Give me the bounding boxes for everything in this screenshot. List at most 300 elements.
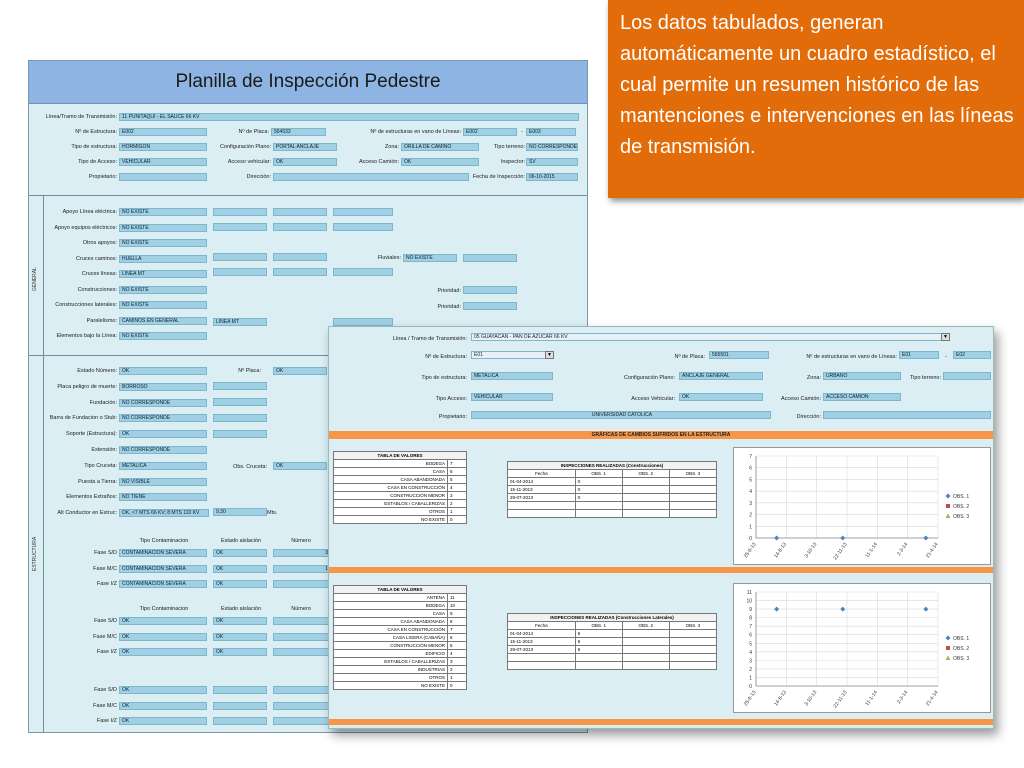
data-point — [840, 607, 845, 612]
fase-tipo-field[interactable]: CONTAMINACIÓN SEVERA — [119, 549, 207, 557]
cell-value: 7 — [448, 626, 467, 634]
table-row — [508, 486, 717, 494]
tipo-terreno-label: Tipo terreno: — [494, 144, 525, 150]
acceso-vehicular-label: Acceso vehicular: — [227, 159, 271, 165]
cell-label: CASA EN CONSTRUCCIÓN — [334, 484, 448, 492]
fase-tipo-field[interactable]: OK — [119, 686, 207, 694]
linea-select[interactable]: 05 GUAYACAN - PAN DE AZÚCAR 66 KV — [471, 333, 949, 341]
table-cell: 29-07-2013 — [508, 646, 576, 654]
table-row — [334, 500, 467, 508]
general-row-label: Construcciones: — [77, 286, 117, 293]
table-cell — [508, 510, 576, 518]
n-placa-label: Nº de Placa: — [238, 129, 269, 135]
chart-1 — [733, 447, 991, 565]
legend-label: OBS. 1 — [953, 636, 970, 642]
y-tick-label: 0 — [749, 684, 752, 690]
x-tick-label: 21-4-14 — [924, 541, 940, 560]
fase-estado-field[interactable]: OK — [213, 633, 267, 641]
alt-unit: Mts. — [267, 510, 278, 516]
fecha-label: Fecha de Inspección: — [472, 174, 525, 180]
table-row — [508, 502, 717, 510]
direccion-field[interactable] — [823, 411, 991, 419]
fase-estado-field[interactable] — [213, 717, 267, 725]
general-row-label: Elementos bajo la Línea: — [56, 333, 117, 339]
table-cell — [669, 510, 716, 518]
inspector-field[interactable]: SV — [526, 158, 578, 166]
table-row — [334, 666, 467, 674]
propietario-field[interactable] — [119, 173, 207, 181]
estructura-row-label: Placa peligro de muerte: — [57, 383, 117, 390]
linea-label: Línea/Tramo de Transmisión: — [45, 114, 117, 120]
estructura-row-field[interactable]: NO TIENE — [119, 493, 207, 501]
table-row — [334, 594, 467, 602]
table-row — [508, 654, 717, 662]
cell-label: CONSTRUCCIÓN MENOR — [334, 642, 448, 650]
y-tick-label: 2 — [749, 666, 752, 673]
tipo-estructura-field[interactable]: HORMIGON — [119, 143, 207, 151]
table-cell — [669, 646, 716, 654]
section-divider — [29, 195, 587, 196]
estructura-extra-field[interactable] — [213, 382, 267, 390]
y-tick-label: 1 — [749, 675, 752, 682]
fecha-field[interactable]: 06-10-2015 — [526, 173, 578, 181]
table-cell — [622, 494, 669, 502]
estructura-row-label: Extensión: — [91, 447, 117, 453]
fase-numero-field[interactable] — [273, 580, 329, 588]
fase-numero-field[interactable] — [273, 686, 329, 694]
table-row — [508, 630, 717, 638]
table-cell: 15-11-2013 — [508, 486, 576, 494]
cell-label: CASA LIGERA (CABAÑA) — [334, 634, 448, 642]
general-extra-field[interactable] — [273, 208, 327, 216]
estructura-row-field[interactable]: OK, <7 MTS 66 KV; 8 MTS 110 KV — [119, 509, 209, 517]
table-row — [508, 478, 717, 486]
prioridad-label: Prioridad: — [437, 304, 461, 310]
fase-label: Fase I/Z — [96, 581, 117, 587]
estructura-extra-field[interactable] — [213, 430, 267, 438]
x-tick-label: 14-8-13 — [773, 541, 788, 560]
x-tick-label: 25-6-13 — [742, 541, 758, 560]
cell-label: OTROS — [334, 508, 448, 516]
table-header-row — [508, 470, 717, 478]
estructura-extra-field[interactable] — [213, 414, 267, 422]
cell-label: CASA EN CONSTRUCCIÓN — [334, 626, 448, 634]
table-cell: 15-11-2013 — [508, 638, 576, 646]
fluviales-field[interactable]: NO EXISTE — [403, 254, 457, 262]
general-row-field[interactable]: NO EXISTE — [119, 208, 207, 216]
y-tick-label: 10 — [746, 598, 752, 605]
estructura-row-label: Puesta a Tierra: — [78, 478, 117, 485]
tipo-estructura-label: Tipo de estructura: — [71, 144, 117, 150]
table-title: TABLA DE VALORES — [334, 586, 467, 594]
cell-value: 6 — [448, 634, 467, 642]
general-extra-field[interactable] — [213, 223, 267, 231]
obs-cruceta-label: Obs. Cruceta: — [233, 464, 267, 470]
table-cell: 9 — [575, 646, 622, 654]
linea-field[interactable]: 11 PUNITAQUI - EL SAUCE 66 KV — [119, 113, 579, 121]
propietario-field[interactable]: UNIVERSIDAD CATÓLICA — [471, 411, 771, 419]
fase-estado-field[interactable]: OK — [213, 580, 267, 588]
fase-tipo-field[interactable]: CONTAMINACIÓN SEVERA — [119, 565, 207, 573]
legend-marker — [946, 504, 950, 508]
n-vano-to[interactable]: E003 — [526, 128, 576, 136]
data-point — [774, 536, 779, 541]
n-estructura-label: Nº de Estructura: — [425, 354, 467, 360]
x-tick-label: 11-1-14 — [864, 689, 879, 707]
estructura-row-label: Fundación: — [89, 399, 117, 406]
acceso-vehicular-field[interactable]: OK — [679, 393, 763, 401]
prioridad-label: Prioridad: — [437, 288, 461, 294]
general-row-field[interactable]: HUELLA — [119, 255, 207, 263]
general-row-label: Apoyo Línea eléctrica: — [62, 209, 117, 215]
estructura-tab-label: ESTRUCTURA — [32, 536, 38, 571]
table-row — [334, 492, 467, 500]
tipo-terreno-field[interactable]: NO CORRESPONDE — [526, 143, 578, 151]
legend-label: OBS. 2 — [953, 646, 970, 652]
callout-text: Los datos tabulados, generan automáticamente un cuadro estadístico, el cual permite un resumen histórico de las mantenciones e intervenciones en las líneas de transmisión. — [620, 12, 1014, 158]
estado-placa-label: Nº Placa: — [238, 368, 261, 374]
general-row-label: Cruces caminos: — [76, 255, 117, 262]
cell-label: NO EXISTE — [334, 682, 448, 690]
estructura-extra-field[interactable] — [213, 398, 267, 406]
legend-marker — [946, 494, 951, 499]
y-tick-label: 3 — [749, 500, 752, 507]
direccion-field[interactable] — [273, 173, 469, 181]
y-tick-label: 6 — [749, 632, 752, 639]
fase-tipo-field[interactable]: OK — [119, 702, 207, 710]
general-row-field[interactable]: NO EXISTE — [119, 332, 207, 340]
cell-value: 1 — [448, 508, 467, 516]
fase-numero-field[interactable]: 3 — [273, 549, 329, 557]
obs-cruceta-field[interactable]: OK — [273, 462, 327, 470]
section-divider — [329, 567, 993, 573]
table-cell: 0 — [575, 478, 622, 486]
table-cell: 01-04-2014 — [508, 630, 576, 638]
general-extra-field[interactable] — [213, 208, 267, 216]
table-row — [334, 650, 467, 658]
zona-field[interactable]: ORILLA DE CAMINO — [401, 143, 479, 151]
fase-numero-field[interactable]: 1 — [273, 565, 329, 573]
tipo-acceso-field[interactable]: VEHICULAR — [471, 393, 553, 401]
n-vano-from[interactable]: E01 — [899, 351, 939, 359]
linea-label: Línea / Tramo de Transmisión: — [392, 336, 467, 342]
fase-numero-field[interactable] — [273, 648, 329, 656]
cell-label: BODEGA — [334, 602, 448, 610]
col-tipo-contaminacion: Tipo Contaminacion — [139, 606, 189, 612]
x-tick-label: 22-11-13 — [832, 689, 849, 710]
table-cell — [575, 510, 622, 518]
general-row-label: Construcciones laterales: — [55, 302, 117, 308]
col-estado-aislacion: Estado aislación — [220, 538, 262, 544]
fase-estado-field[interactable] — [213, 702, 267, 710]
tipo-terreno-field[interactable] — [943, 372, 991, 380]
n-estructura-field[interactable]: E002 — [119, 128, 207, 136]
y-tick-label: 7 — [749, 454, 752, 460]
estado-placa-field[interactable]: OK — [273, 367, 327, 375]
table-cell — [669, 654, 716, 662]
config-field[interactable]: ANCLAJE GENERAL — [679, 372, 763, 380]
legend-label: OBS. 3 — [953, 514, 970, 520]
table-row — [334, 508, 467, 516]
general-row-label: Otros apoyos: — [82, 240, 117, 246]
table-row — [508, 494, 717, 502]
general-extra-field[interactable] — [213, 253, 267, 261]
table-row — [334, 674, 467, 682]
table-cell — [508, 654, 576, 662]
tipo-estructura-label: Tipo de estructura: — [421, 375, 467, 381]
acceso-vehicular-field[interactable]: OK — [273, 158, 337, 166]
x-tick-label: 21-4-14 — [924, 689, 940, 708]
cell-value: 9 — [448, 610, 467, 618]
table-cell — [622, 510, 669, 518]
general-extra-field[interactable] — [273, 223, 327, 231]
table-row — [334, 468, 467, 476]
x-tick-label: 11-1-14 — [864, 541, 879, 559]
table-cell — [669, 630, 716, 638]
chevron-down-icon[interactable]: ▼ — [545, 351, 554, 359]
table-cell — [622, 638, 669, 646]
fase-tipo-field[interactable]: OK — [119, 633, 207, 641]
cell-value: 3 — [448, 658, 467, 666]
column-header: OBS. 1 — [575, 622, 622, 630]
estructura-tab — [29, 355, 44, 733]
fase-label: Fase I/Z — [96, 649, 117, 655]
general-extra-field[interactable] — [333, 223, 393, 231]
y-tick-label: 2 — [749, 512, 752, 519]
direccion-label: Dirección: — [796, 414, 821, 420]
table-cell — [575, 502, 622, 510]
table-row — [334, 610, 467, 618]
zona-field[interactable]: URBANO — [823, 372, 901, 380]
fase-numero-field[interactable] — [273, 702, 329, 710]
estructura-row-field[interactable]: NO CORRESPONDE — [119, 399, 207, 407]
fase-label: Fase S/D — [94, 550, 117, 556]
table-cell — [669, 478, 716, 486]
acceso-camion-field[interactable]: OK — [401, 158, 479, 166]
table-title: INSPECCIONES REALIZADAS (Construcciones) — [508, 462, 717, 470]
fase-label: Fase M/C — [93, 565, 117, 572]
table-cell — [669, 638, 716, 646]
general-row-field[interactable]: NO EXISTE — [119, 224, 207, 232]
legend-label: OBS. 3 — [953, 656, 970, 662]
general-extra-field[interactable] — [333, 208, 393, 216]
table-cell — [669, 494, 716, 502]
fase-tipo-field[interactable]: CONTAMINACIÓN SEVERA — [119, 580, 207, 588]
alt-conductor-value[interactable]: 9,30 — [213, 508, 267, 516]
tipo-acceso-label: Tipo Acceso: — [435, 396, 467, 402]
column-header: Fecha — [508, 470, 576, 478]
cell-value: 2 — [448, 666, 467, 674]
n-estructura-select[interactable]: E01 — [471, 351, 553, 359]
cell-value: 6 — [448, 468, 467, 476]
table-title: TABLA DE VALORES — [334, 452, 467, 460]
table-row — [334, 682, 467, 690]
estructura-row-field[interactable]: NO VISIBLE — [119, 478, 207, 486]
column-header: OBS. 2 — [622, 470, 669, 478]
n-estructura-label: Nº de Estructura: — [75, 129, 117, 135]
general-extra-field[interactable] — [333, 318, 393, 326]
general-tab-label: GENERAL — [32, 267, 38, 291]
tipo-acceso-field[interactable]: VEHICULAR — [119, 158, 207, 166]
fase-estado-field[interactable]: OK — [213, 549, 267, 557]
acceso-camion-label: Acceso Camión: — [358, 159, 399, 165]
n-placa-label: Nº de Placa: — [674, 354, 705, 360]
data-point — [774, 607, 779, 612]
cell-label: CASA — [334, 610, 448, 618]
table-cell — [622, 502, 669, 510]
acceso-camion-field[interactable]: ACCESO CAMIÓN — [823, 393, 901, 401]
table-cell: 01-04-2014 — [508, 478, 576, 486]
n-placa-field[interactable]: 565501 — [709, 351, 769, 359]
general-row-field[interactable]: NO EXISTE — [119, 301, 207, 309]
table-row — [334, 484, 467, 492]
estructura-row-field[interactable]: BORROSO — [119, 383, 207, 391]
fase-label: Fase M/C — [93, 633, 117, 640]
x-tick-label: 14-8-13 — [773, 689, 788, 708]
table-cell — [669, 486, 716, 494]
table-cell: 0 — [575, 494, 622, 502]
fase-tipo-field[interactable]: OK — [119, 617, 207, 625]
fase-estado-field[interactable]: OK — [213, 617, 267, 625]
tipo-estructura-field[interactable]: METALICA — [471, 372, 553, 380]
table-cell: 9 — [575, 630, 622, 638]
table-cell — [669, 502, 716, 510]
general-extra-field[interactable] — [333, 268, 393, 276]
graficas-header: GRÁFICAS DE CAMBIOS SUFRIDOS EN LA ESTRUCTURA — [329, 431, 993, 439]
tabla-valores-1 — [333, 451, 467, 524]
legend-label: OBS. 1 — [953, 494, 970, 500]
fase-label: Fase S/D — [94, 618, 117, 624]
y-tick-label: 6 — [749, 465, 752, 472]
table-row — [334, 642, 467, 650]
y-tick-label: 4 — [749, 649, 752, 656]
general-row-field[interactable]: NO EXISTE — [119, 239, 207, 247]
cell-label: INDUSTRIAS — [334, 666, 448, 674]
paralelismo-second-field[interactable]: LÍNEA MT — [213, 318, 267, 326]
prioridad-field[interactable] — [463, 302, 517, 310]
acceso-vehicular-label: Acceso Vehicular: — [631, 396, 675, 402]
data-point — [923, 607, 928, 612]
estructura-row-field[interactable]: OK — [119, 430, 207, 438]
general-extra-field[interactable] — [213, 268, 267, 276]
fase-label: Fase S/D — [94, 687, 117, 693]
y-tick-label: 7 — [749, 624, 752, 631]
y-tick-label: 8 — [749, 615, 752, 622]
tipo-terreno-label: Tipo terreno: — [910, 375, 941, 381]
table-cell — [622, 662, 669, 670]
cell-label: ESTABLOS / CABALLERIZAS — [334, 658, 448, 666]
cell-value: 0 — [448, 682, 467, 690]
general-row-label: Apoyo equipos eléctricos: — [54, 224, 117, 231]
fase-estado-field[interactable] — [213, 686, 267, 694]
estructura-row-field[interactable]: NO CORRESPONDE — [119, 446, 207, 454]
column-header: OBS. 2 — [622, 622, 669, 630]
estructura-row-label: Elementos Extraños: — [66, 494, 117, 501]
page-title: Planilla de Inspección Pedestre — [175, 71, 441, 92]
cell-value: 5 — [448, 642, 467, 650]
data-point — [840, 536, 845, 541]
table-cell — [508, 502, 576, 510]
inspecciones-1 — [507, 461, 717, 518]
estructura-row-field[interactable]: METALICA — [119, 462, 207, 470]
estructura-row-field[interactable]: NO CORRESPONDE — [119, 414, 207, 422]
fase-tipo-field[interactable]: OK — [119, 648, 207, 656]
table-cell — [622, 630, 669, 638]
n-vano-label: Nº de estructuras en vano de Líneas: — [806, 354, 897, 360]
estructura-row-field[interactable]: OK — [119, 367, 207, 375]
cell-label: ANTENA — [334, 594, 448, 602]
column-header: OBS. 3 — [669, 470, 716, 478]
table-cell — [622, 478, 669, 486]
n-vano-to[interactable]: E02 — [953, 351, 991, 359]
cell-value: 5 — [448, 476, 467, 484]
fase-estado-field[interactable]: OK — [213, 648, 267, 656]
general-extra-field[interactable] — [273, 253, 327, 261]
col-numero: Número — [291, 606, 311, 612]
general-tab — [29, 195, 44, 355]
column-header: OBS. 1 — [575, 470, 622, 478]
y-tick-label: 5 — [749, 641, 752, 648]
col-estado-aislacion: Estado aislación — [220, 606, 262, 612]
cell-label: CASA ABANDONADA — [334, 618, 448, 626]
y-tick-label: 3 — [749, 658, 752, 665]
col-numero: Número — [291, 538, 311, 544]
fase-estado-field[interactable]: OK — [213, 565, 267, 573]
x-tick-label: 2-3-14 — [896, 689, 910, 705]
fase-tipo-field[interactable]: OK — [119, 717, 207, 725]
chevron-down-icon[interactable]: ▼ — [941, 333, 950, 341]
cell-label: BODEGA — [334, 460, 448, 468]
table-cell — [622, 654, 669, 662]
n-placa-field[interactable]: 564533 — [271, 128, 326, 136]
info-callout — [608, 0, 1024, 198]
cell-value: 8 — [448, 618, 467, 626]
cell-value: 4 — [448, 650, 467, 658]
table-cell: 9 — [575, 638, 622, 646]
fase-numero-field[interactable] — [273, 617, 329, 625]
prioridad-field[interactable] — [463, 286, 517, 294]
table-row — [334, 618, 467, 626]
cell-label: CASA ABANDONADA — [334, 476, 448, 484]
n-vano-dash: - — [521, 129, 523, 135]
table-row — [508, 638, 717, 646]
general-row-field[interactable]: CAMINOS EN GENERAL — [119, 317, 207, 325]
general-extra-field[interactable] — [273, 268, 327, 276]
legend-marker — [946, 656, 951, 661]
config-field[interactable]: PORTAL ANCLAJE — [273, 143, 337, 151]
y-tick-label: 0 — [749, 536, 752, 542]
fase-numero-field[interactable] — [273, 633, 329, 641]
table-row — [334, 476, 467, 484]
fase-numero-field[interactable] — [273, 717, 329, 725]
n-vano-from[interactable]: E002 — [463, 128, 517, 136]
config-label: Configuración Plano: — [219, 144, 271, 150]
general-extra-field[interactable] — [463, 254, 517, 262]
general-row-field[interactable]: LÍNEA MT — [119, 270, 207, 278]
x-tick-label: 22-11-13 — [832, 541, 849, 562]
y-tick-label: 11 — [746, 590, 752, 596]
legend-marker — [946, 514, 951, 519]
x-tick-label: 3-10-13 — [803, 541, 819, 560]
cell-label: ESTABLOS / CABALLERIZAS — [334, 500, 448, 508]
general-row-field[interactable]: NO EXISTE — [119, 286, 207, 294]
table-row — [508, 510, 717, 518]
estructura-row-label: Soporte (Estructura): — [65, 431, 117, 438]
y-tick-label: 4 — [749, 489, 752, 496]
n-vano-label: Nº de estructuras en vano de Líneas: — [370, 129, 461, 135]
cell-label: NO EXISTE — [334, 516, 448, 524]
cell-value: 10 — [448, 602, 467, 610]
